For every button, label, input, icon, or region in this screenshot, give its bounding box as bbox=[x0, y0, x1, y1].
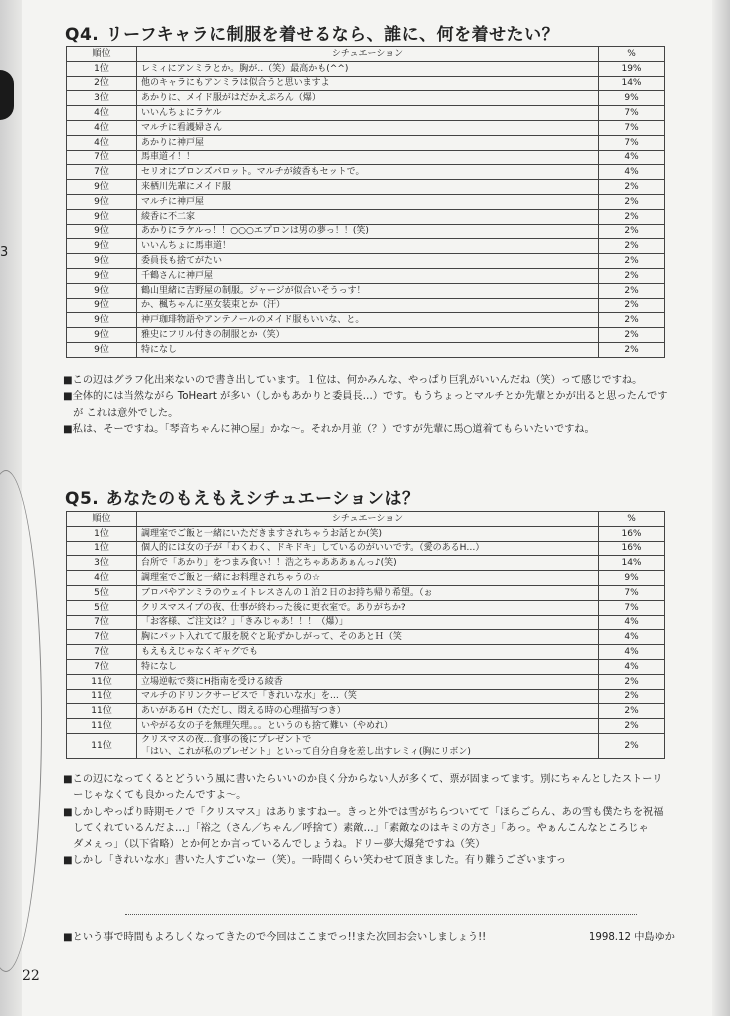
table-row bbox=[67, 645, 665, 660]
rank-cell: 9位 bbox=[67, 298, 137, 313]
pct-cell: 2% bbox=[599, 268, 665, 283]
rank-cell: 7位 bbox=[67, 150, 137, 165]
pct-cell: 2% bbox=[599, 719, 665, 734]
situation-cell: クリスマスの夜…食事の後にプレゼントで 「はい、これが私のプレゼント」といって自分自身を差し出すレミィ(胸にリボン) bbox=[137, 733, 599, 758]
rank-cell: 4位 bbox=[67, 571, 137, 586]
situation-cell: 他のキャラにもアンミラは似合うと思いますよ bbox=[137, 76, 599, 91]
pct-cell: 7% bbox=[599, 120, 665, 135]
table-row bbox=[67, 61, 665, 76]
pct-cell: 19% bbox=[599, 61, 665, 76]
table-row bbox=[67, 733, 665, 758]
situation-cell: ブロパやアンミラのウェイトレスさんの１泊２日のお持ち帰り希望。（ぉ bbox=[137, 585, 599, 600]
q4-table bbox=[66, 46, 665, 358]
table-row bbox=[67, 180, 665, 195]
pct-cell: 9% bbox=[599, 91, 665, 106]
pct-cell: 7% bbox=[599, 585, 665, 600]
situation-cell: 「お客様、ご注文は？」「きみじゃあ！！！（爆）」 bbox=[137, 615, 599, 630]
table-row bbox=[67, 689, 665, 704]
situation-cell: マルチのドリンクサービスで「きれいな水」を…（笑 bbox=[137, 689, 599, 704]
pct-cell: 2% bbox=[599, 254, 665, 269]
table-row bbox=[67, 615, 665, 630]
rank-cell: 9位 bbox=[67, 328, 137, 343]
rank-cell: 1位 bbox=[67, 526, 137, 541]
situation-header: シチュエーション bbox=[137, 512, 599, 527]
table-row bbox=[67, 298, 665, 313]
table-row bbox=[67, 106, 665, 121]
situation-cell: あいがあるH（ただし、悶える時の心理描写つき） bbox=[137, 704, 599, 719]
table-row bbox=[67, 719, 665, 734]
pct-cell: 4% bbox=[599, 630, 665, 645]
comment-line: ダメぇっ」（以下省略）とか何とか言っているんでしょうね。ドリー夢大爆発ですね（笑） bbox=[63, 839, 486, 851]
situation-cell: 個人的には女の子が「わくわく、ドキドキ」しているのがいいです。（愛のあるH…） bbox=[137, 541, 599, 556]
rank-cell: 11位 bbox=[67, 674, 137, 689]
rank-cell: 4位 bbox=[67, 120, 137, 135]
situation-cell: もえもえじゃなくギャグでも bbox=[137, 645, 599, 660]
rank-cell: 9位 bbox=[67, 313, 137, 328]
comment-line: してくれているんだよ…」「裕之（さん／ちゃん／呼捨て）素敵…」「素敵なのはキミの方さ」「あっ。やぁんこんなところじゃ bbox=[63, 822, 649, 834]
pct-cell: 2% bbox=[599, 342, 665, 357]
table-row bbox=[67, 556, 665, 571]
rank-cell: 7位 bbox=[67, 659, 137, 674]
table-row bbox=[67, 283, 665, 298]
table-row bbox=[67, 120, 665, 135]
page-number: 22 bbox=[22, 968, 40, 984]
situation-cell: セリオにブロンズパロット。マルチが綾香もセットで。 bbox=[137, 165, 599, 180]
pct-cell: 2% bbox=[599, 704, 665, 719]
comment-line: ■私は、そーですね。「琴音ちゃんに神○屋」かな～。それか月並（？）ですが先輩に馬○道着てもらいたいですね。 bbox=[63, 423, 595, 435]
table-header-row bbox=[67, 47, 665, 62]
pct-cell: 2% bbox=[599, 298, 665, 313]
table-header-row bbox=[67, 512, 665, 527]
rank-cell: 7位 bbox=[67, 630, 137, 645]
table-row bbox=[67, 541, 665, 556]
rank-header: 順位 bbox=[67, 512, 137, 527]
table-row bbox=[67, 76, 665, 91]
situation-cell: 鶴山里緒に吉野屋の制服。ジャージが似合いそうっす！ bbox=[137, 283, 599, 298]
rank-cell: 7位 bbox=[67, 615, 137, 630]
rank-cell: 9位 bbox=[67, 342, 137, 357]
situation-cell: 馬車道イ！！ bbox=[137, 150, 599, 165]
rank-cell: 1位 bbox=[67, 541, 137, 556]
rank-cell: 11位 bbox=[67, 704, 137, 719]
table-row bbox=[67, 239, 665, 254]
pct-cell: 4% bbox=[599, 165, 665, 180]
situation-cell: いいんちょにラケル bbox=[137, 106, 599, 121]
pct-cell: 4% bbox=[599, 615, 665, 630]
situation-cell: 調理室でご飯と一緒にいただきますされちゃうお話とか(笑) bbox=[137, 526, 599, 541]
rank-cell: 9位 bbox=[67, 239, 137, 254]
pct-cell: 14% bbox=[599, 76, 665, 91]
comment-line: が これは意外でした。 bbox=[63, 407, 179, 419]
table-row bbox=[67, 209, 665, 224]
rank-cell: 3位 bbox=[67, 91, 137, 106]
signature: 1998.12 中島ゆか bbox=[588, 932, 675, 943]
pct-header: % bbox=[599, 47, 665, 62]
pct-cell: 7% bbox=[599, 106, 665, 121]
rank-cell: 9位 bbox=[67, 209, 137, 224]
rank-cell: 9位 bbox=[67, 283, 137, 298]
q4-comments bbox=[63, 373, 693, 438]
q5-table bbox=[66, 511, 665, 759]
situation-cell: クリスマスイブの夜、仕事が終わった後に更衣室で。ありがちか? bbox=[137, 600, 599, 615]
pct-cell: 16% bbox=[599, 526, 665, 541]
rank-cell: 11位 bbox=[67, 689, 137, 704]
rank-cell: 9位 bbox=[67, 268, 137, 283]
situation-cell: レミィにアンミラとか。胸が‥（笑）最高かも(^^) bbox=[137, 61, 599, 76]
comment-line: ーじゃなくても良かったんですよ～。 bbox=[63, 790, 247, 802]
table-row bbox=[67, 91, 665, 106]
situation-cell: 千鶴さんに神戸屋 bbox=[137, 268, 599, 283]
pct-cell: 2% bbox=[599, 194, 665, 209]
footer-text: ■という事で時間もよろしくなってきたので今回はここまでっ!!また次回お会いしましょう!! bbox=[63, 932, 487, 943]
rank-cell: 9位 bbox=[67, 224, 137, 239]
table-row bbox=[67, 342, 665, 357]
rank-cell: 9位 bbox=[67, 180, 137, 195]
comment-line: ■この辺はグラフ化出来ないので書き出しています。１位は、何かみんな、やっぱり巨乳がいいんだね（笑）って感じですね。 bbox=[63, 375, 643, 386]
rank-cell: 1位 bbox=[67, 61, 137, 76]
table-row bbox=[67, 194, 665, 209]
comment-line: ■しかし「きれいな水」書いた人すごいなー（笑）。一時間くらい笑わせて頂きました。有り難うございますっ bbox=[63, 855, 567, 867]
situation-header: シチュエーション bbox=[137, 47, 599, 62]
q5-title: Q5. あなたのもえもえシチュエーションは？ bbox=[65, 489, 420, 509]
situation-cell: あかりにラケルっ！！○○○エプロンは男の夢っ！！(笑) bbox=[137, 224, 599, 239]
situation-cell: 雅史にフリル付きの制服とか（笑） bbox=[137, 328, 599, 343]
table-row bbox=[67, 328, 665, 343]
table-row bbox=[67, 135, 665, 150]
situation-cell: いいんちょに馬車道！ bbox=[137, 239, 599, 254]
situation-cell: 委員長も捨てがたい bbox=[137, 254, 599, 269]
pct-cell: 2% bbox=[599, 224, 665, 239]
decorative-arc bbox=[0, 470, 42, 972]
situation-cell: いやがる女の子を無理矢理。。。というのも捨て難い（やめれ） bbox=[137, 719, 599, 734]
pct-cell: 4% bbox=[599, 645, 665, 660]
q5-comments bbox=[63, 772, 693, 870]
table-row bbox=[67, 674, 665, 689]
rank-cell: 7位 bbox=[67, 165, 137, 180]
pct-cell: 7% bbox=[599, 135, 665, 150]
rank-cell: 5位 bbox=[67, 600, 137, 615]
table-row bbox=[67, 254, 665, 269]
situation-cell: 神戸珈琲物語やアンテノールのメイド服もいいな、と。 bbox=[137, 313, 599, 328]
rank-cell: 3位 bbox=[67, 556, 137, 571]
footer bbox=[63, 928, 675, 943]
rank-cell: 7位 bbox=[67, 645, 137, 660]
table-row bbox=[67, 659, 665, 674]
situation-cell: マルチに神戸屋 bbox=[137, 194, 599, 209]
rank-cell: 11位 bbox=[67, 733, 137, 758]
table-row bbox=[67, 150, 665, 165]
pct-cell: 9% bbox=[599, 571, 665, 586]
table-row bbox=[67, 571, 665, 586]
table-row bbox=[67, 526, 665, 541]
rank-cell: 9位 bbox=[67, 194, 137, 209]
pct-cell: 2% bbox=[599, 733, 665, 758]
pct-header: % bbox=[599, 512, 665, 527]
rank-cell: 9位 bbox=[67, 254, 137, 269]
situation-cell: 特になし bbox=[137, 342, 599, 357]
rank-header: 順位 bbox=[67, 47, 137, 62]
situation-cell: 来栖川先輩にメイド服 bbox=[137, 180, 599, 195]
pct-cell: 14% bbox=[599, 556, 665, 571]
pct-cell: 2% bbox=[599, 283, 665, 298]
table-row bbox=[67, 704, 665, 719]
page-edge bbox=[712, 0, 730, 1016]
rank-cell: 2位 bbox=[67, 76, 137, 91]
table-row bbox=[67, 313, 665, 328]
table-row bbox=[67, 268, 665, 283]
pct-cell: 16% bbox=[599, 541, 665, 556]
dotted-divider bbox=[125, 914, 637, 915]
situation-cell: 調理室でご飯と一緒にお料理されちゃうの☆ bbox=[137, 571, 599, 586]
margin-number: 3 bbox=[0, 245, 9, 260]
comment-line: ■この辺になってくるとどういう風に書いたらいいのか良く分からない人が多くて、票が固まってます。別にちゃんとしたストーリ bbox=[63, 774, 663, 785]
pct-cell: 2% bbox=[599, 180, 665, 195]
pct-cell: 2% bbox=[599, 328, 665, 343]
comment-line: ■しかしやっぱり時期モノで「クリスマス」はありますねー。きっと外では雪がちらついてて「ほらごらん、あの雪も僕たちを祝福 bbox=[63, 806, 664, 818]
table-row bbox=[67, 630, 665, 645]
table-row bbox=[67, 600, 665, 615]
situation-cell: あかりに神戸屋 bbox=[137, 135, 599, 150]
situation-cell: 特になし bbox=[137, 659, 599, 674]
rank-cell: 11位 bbox=[67, 719, 137, 734]
pct-cell: 4% bbox=[599, 659, 665, 674]
situation-cell: 立場逆転で葵にH指南を受ける綾香 bbox=[137, 674, 599, 689]
rank-cell: 5位 bbox=[67, 585, 137, 600]
situation-cell: あかりに、メイド服がはだかえぷろん（爆） bbox=[137, 91, 599, 106]
table-row bbox=[67, 585, 665, 600]
pct-cell: 7% bbox=[599, 600, 665, 615]
logo-fragment bbox=[0, 70, 14, 120]
table-row bbox=[67, 224, 665, 239]
pct-cell: 2% bbox=[599, 674, 665, 689]
rank-cell: 4位 bbox=[67, 135, 137, 150]
situation-cell: 綾香に不二家 bbox=[137, 209, 599, 224]
situation-cell: 胸にパット入れてて服を脱ぐと恥ずかしがって、そのあとＨ（笑 bbox=[137, 630, 599, 645]
rank-cell: 4位 bbox=[67, 106, 137, 121]
situation-cell: か、楓ちゃんに巫女装束とか（汗） bbox=[137, 298, 599, 313]
pct-cell: 2% bbox=[599, 209, 665, 224]
pct-cell: 2% bbox=[599, 313, 665, 328]
situation-cell: 台所で「あかり」をつまみ食い！！浩之ちゃあああぁんっ♪(笑) bbox=[137, 556, 599, 571]
comment-line: ■全体的には当然ながら ToHeart が多い（しかもあかりと委員長…）です。もうちょっとマルチとか先輩とかが出ると思ったんです bbox=[63, 391, 668, 403]
pct-cell: 4% bbox=[599, 150, 665, 165]
situation-cell: マルチに看護婦さん bbox=[137, 120, 599, 135]
table-row bbox=[67, 165, 665, 180]
q4-title: Q4. リーフキャラに制服を着せるなら、誰に、何を着せたい？ bbox=[65, 25, 560, 45]
pct-cell: 2% bbox=[599, 689, 665, 704]
pct-cell: 2% bbox=[599, 239, 665, 254]
